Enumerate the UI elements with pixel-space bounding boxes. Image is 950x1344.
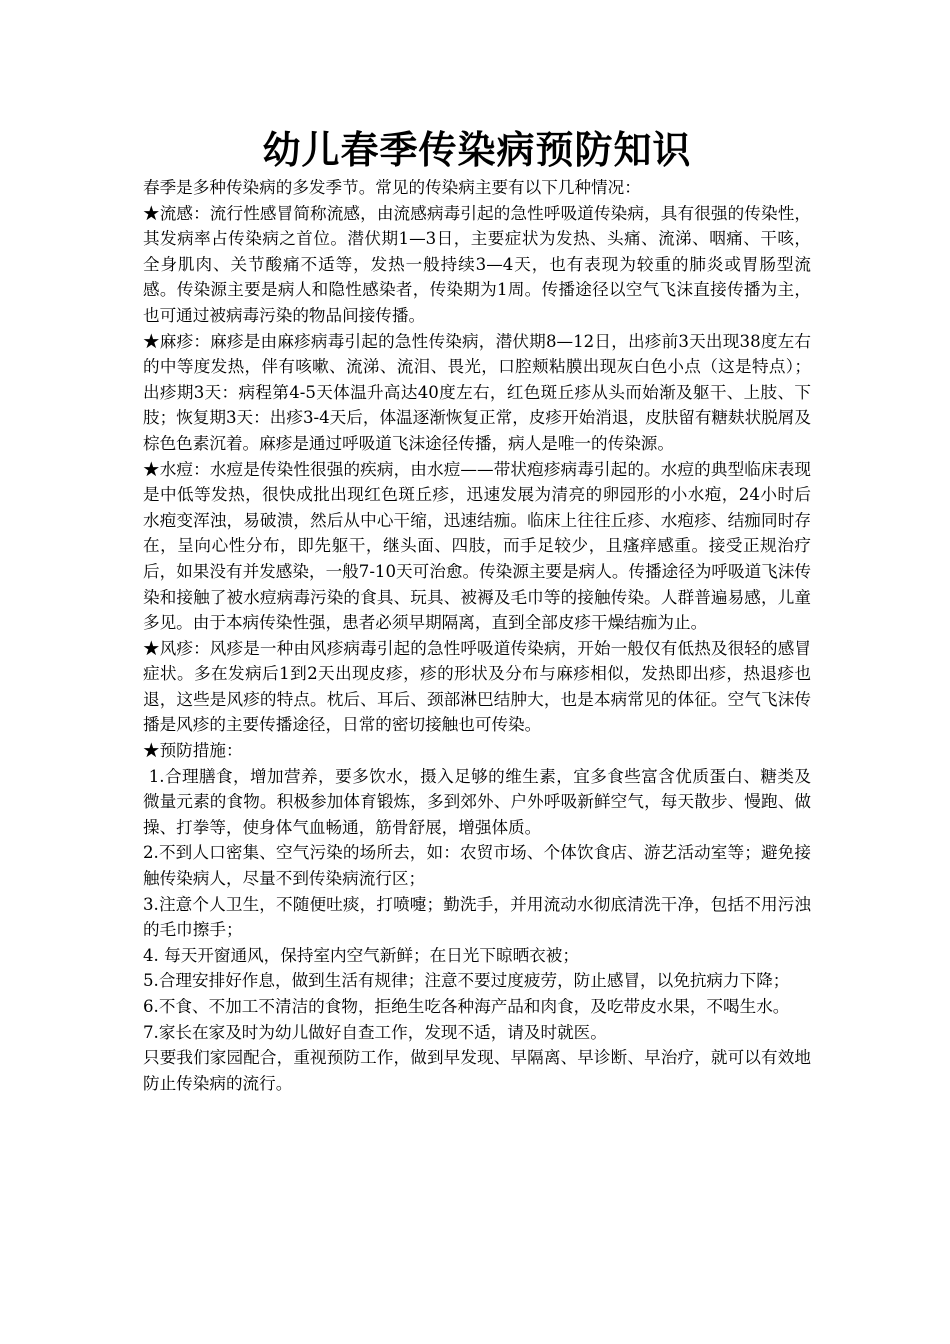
document-body <box>143 175 811 1096</box>
prevention-item-1: 1.合理膳食，增加营养，要多饮水，摄入足够的维生素，宜多食些富含优质蛋白、糖类及微量元素的食物。积极参加体育锻炼，多到郊外、户外呼吸新鲜空气，每天散步、慢跑、做操、打拳等，使身体气血畅通，筋骨舒展，增强体质。 <box>143 766 811 837</box>
prevention-item-7: 7.家长在家及时为幼儿做好自查工作，发现不适，请及时就医。 <box>143 1022 607 1042</box>
prevention-heading: ★预防措施： <box>143 741 243 761</box>
prevention-item-6: 6.不食、不加工不清洁的食物，拒绝生吃各种海产品和肉食，及吃带皮水果，不喝生水。 <box>143 997 790 1016</box>
document-title: 幼儿春季传染病预防知识 <box>262 128 692 172</box>
chickenpox-paragraph: ★水痘：水痘是传染性很强的疾病，由水痘——带状疱疹病毒引起的。水痘的典型临床表现是中低等发热，很快成批出现红色斑丘疹，迅速发展为清亮的卵园形的小水疱，24小时后水疱变浑浊，易破溃，然后从中心干缩，迅速结痂。临床上往往丘疹、水疱疹、结痂同时存在，呈向心性分布，即先躯干，继头面、四肢，而手足较少，且瘙痒感重。接受正规治疗后，如果没有并发感染，一般7-10天可治愈。传染源主要是病人。传播途径为呼吸道飞沫传染和接触了被水痘病毒污染的食具、玩具、被褥及毛巾等的接触传染。人群普遍易感，儿童多见。由于本病传染性强，患者必须早期隔离，直到全部皮疹干燥结痂为止。 <box>143 459 811 633</box>
document-page <box>143 125 811 1096</box>
rubella-paragraph: ★风疹：风疹是一种由风疹病毒引起的急性呼吸道传染病，开始一般仅有低热及很轻的感冒症状。多在发病后1到2天出现皮疹，疹的形状及分布与麻疹相似，发热即出疹，热退疹也退，这些是风疹的特点。枕后、耳后、颈部淋巴结肿大，也是本病常见的体征。空气飞沫传播是风疹的主要传播途径，日常的密切接触也可传染。 <box>143 638 811 735</box>
closing-paragraph: 只要我们家园配合，重视预防工作，做到早发现、早隔离、早诊断、早治疗，就可以有效地防止传染病的流行。 <box>143 1048 811 1093</box>
prevention-item-5: 5.合理安排好作息，做到生活有规律；注意不要过度疲劳，防止感冒，以免抗病力下降； <box>143 971 790 991</box>
prevention-item-3: 3.注意个人卫生，不随便吐痰，打喷嚏；勤洗手，并用流动水彻底清洗干净，包括不用污浊的毛巾擦手； <box>143 894 811 940</box>
measles-paragraph: ★麻疹：麻疹是由麻疹病毒引起的急性传染病，潜伏期8—12日，出疹前3天出现38度左右的中等度发热，伴有咳嗽、流涕、流泪、畏光，口腔颊粘膜出现灰白色小点（这是特点）；出疹期3天：病程第4-5天体温升高达40度左右，红色斑丘疹从头而始渐及躯干、上肢、下肢；恢复期3天：出疹3-4天后，体温逐渐恢复正常，皮疹开始消退，皮肤留有糖麸状脱屑及棕色色素沉着。麻疹是通过呼吸道飞沫途径传播，病人是唯一的传染源。 <box>143 331 811 453</box>
influenza-paragraph: ★流感：流行性感冒简称流感，由流感病毒引起的急性呼吸道传染病，具有很强的传染性，其发病率占传染病之首位。潜伏期1—3日，主要症状为发热、头痛、流涕、咽痛、干咳，全身肌肉、关节酸痛不适等，发热一般持续3—4天，也有表现为较重的肺炎或胃肠型流感。传染源主要是病人和隐性感染者，传染期为1周。传播途径以空气飞沫直接传播为主，也可通过被病毒污染的物品间接传播。 <box>143 203 811 325</box>
intro-paragraph: 春季是多种传染病的多发季节。常见的传染病主要有以下几种情况： <box>143 178 641 197</box>
prevention-item-2: 2.不到人口密集、空气污染的场所去，如：农贸市场、个体饮食店、游艺活动室等；避免接触传染病人，尽量不到传染病流行区； <box>143 843 811 889</box>
prevention-item-4: 4. 每天开窗通风，保持室内空气新鲜；在日光下晾晒衣被； <box>143 945 579 965</box>
